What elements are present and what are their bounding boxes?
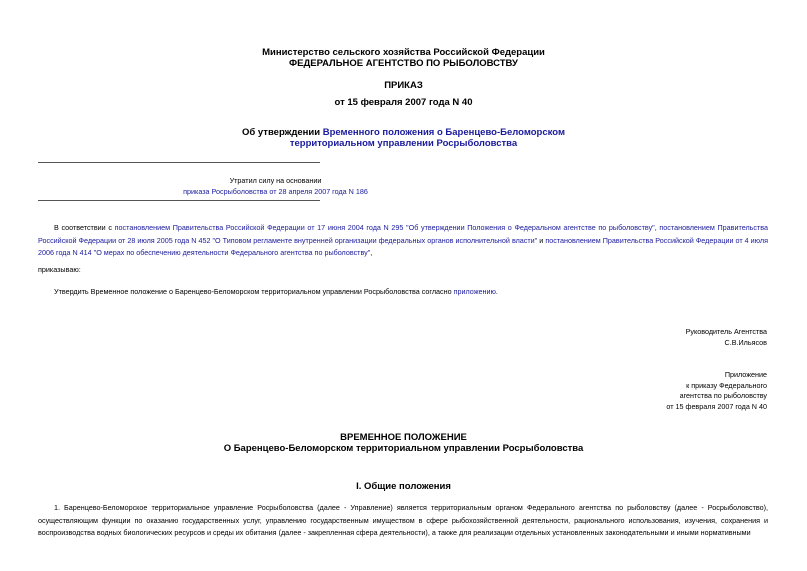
signer-name: С.В.Ильясов xyxy=(724,337,767,347)
preamble-text-4: , xyxy=(370,248,373,257)
appendix-line2: к приказу Федерального xyxy=(686,380,767,390)
preamble-paragraph xyxy=(38,222,768,260)
decree-295-link[interactable]: постановлением Правительства Российской Федерации от 17 июня 2004 года N 295 "Об утверждении Положения о Федеральном агентстве по рыболовству" xyxy=(114,223,655,232)
preamble-text-2: , xyxy=(654,223,660,232)
status-line2 xyxy=(0,186,679,197)
regulation-subtitle: О Баренцево-Беломорском территориальном управлении Росрыболовства xyxy=(223,443,584,454)
clause-1: 1. Баренцево-Беломорское территориальное управление Росрыболовства (далее - Управление) является территориальным органом Федерального агентства по рыболовству (далее - Росрыболовство), осуществляющим функции по оказанию государственных услуг, управлению государственным имуществом в сфере рыбохозяйственной деятельности, рационального использования, изучения, сохранения и воспроизводства водных биологических ресурсов и среды их обитания (далее - закрепленная сфера деятельности), а также для реализации отдельных установленных законодательными и иными нормативными xyxy=(38,503,768,537)
section-heading: I. Общие положения xyxy=(356,481,451,492)
appendix-line4: от 15 февраля 2007 года N 40 xyxy=(666,401,767,411)
agency-name: ФЕДЕРАЛЬНОЕ АГЕНТСТВО ПО РЫБОЛОВСТВУ xyxy=(289,58,518,69)
approve-end: . xyxy=(495,287,498,296)
doc-title xyxy=(0,127,807,138)
regulation-link-line2[interactable]: территориальном управлении Росрыболовства xyxy=(289,138,518,149)
repeal-order-link[interactable]: приказа Росрыболовства от 28 апреля 2007 года N 186 xyxy=(183,187,368,196)
doc-type: ПРИКАЗ xyxy=(384,80,423,91)
signature-block xyxy=(686,327,767,348)
appendix-line1: Приложение xyxy=(724,370,767,379)
preamble-text-3: и xyxy=(537,235,546,245)
regulation-link-line1[interactable]: Временного положения о Баренцево-Беломорском xyxy=(322,127,565,138)
divider-top xyxy=(38,162,320,163)
decree-452-link[interactable]: постановлением Правительства Российской Федерации от 28 июля 2005 года N 452 "О Типовом регламенте внутренней организации федеральных органов исполнительной власти" xyxy=(38,223,769,245)
title-prefix: Об утверждении xyxy=(242,127,323,138)
approve-text: Утвердить Временное положение о Баренцево-Беломорском территориальном управлении Росрыболовства согласно xyxy=(54,287,454,296)
appendix-link[interactable]: приложению xyxy=(453,287,496,296)
preamble-text-1: В соответствии с xyxy=(54,223,115,232)
appendix-line3: агентства по рыболовству xyxy=(679,391,767,400)
appendix-block xyxy=(666,370,767,412)
doc-title-line2 xyxy=(0,138,807,149)
decree-414-link[interactable]: постановлением Правительства Российской Федерации от 4 июля 2006 года N 414 "О мерах по обеспечению деятельности Федерального агентства по рыболовству" xyxy=(38,235,769,257)
divider-bottom xyxy=(38,200,320,201)
status-line1: Утратил силу на основании xyxy=(229,176,322,185)
approve-paragraph xyxy=(38,286,768,299)
regulation-title: ВРЕМЕННОЕ ПОЛОЖЕНИЕ xyxy=(340,432,467,443)
order-word: приказываю: xyxy=(38,265,81,274)
doc-date: от 15 февраля 2007 года N 40 xyxy=(334,97,473,108)
signer-position: Руководитель Агентства xyxy=(685,327,767,336)
ministry-name: Министерство сельского хозяйства Российской Федерации xyxy=(262,47,545,58)
